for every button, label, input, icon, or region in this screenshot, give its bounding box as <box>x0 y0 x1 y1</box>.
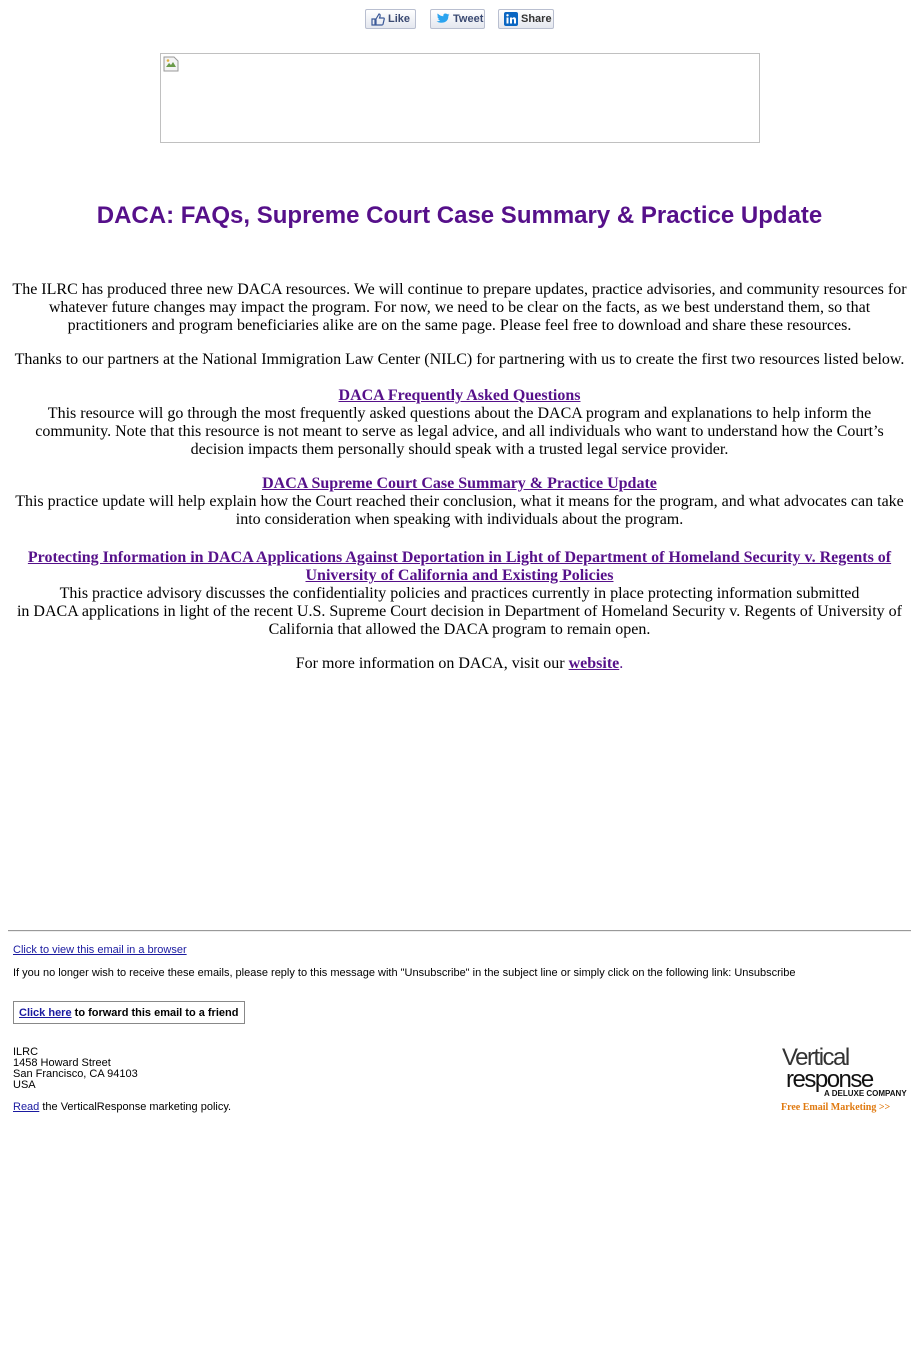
case-summary-description: This practice update will help explain how the Court reached their conclusion, what it means for the program, and what advocates can take into consideration when speaking with individuals about the program. <box>15 493 904 528</box>
more-info-paragraph <box>10 655 909 673</box>
more-info-text: For more information on DACA, visit our <box>295 655 569 672</box>
marketing-policy <box>13 1101 231 1113</box>
address-country: USA <box>13 1079 36 1091</box>
thumbs-up-icon <box>371 13 385 26</box>
case-summary-link[interactable]: DACA Supreme Court Case Summary & Practice Update <box>262 475 657 492</box>
page-title: DACA: FAQs, Supreme Court Case Summary & Practice Update <box>96 202 823 229</box>
tweet-label: Tweet <box>453 13 484 25</box>
more-info-end: . <box>619 655 624 672</box>
twitter-bird-icon <box>436 13 450 25</box>
protecting-info-description-2: in DACA applications in light of the recent U.S. Supreme Court decision in Department of Homeland Security v. Regents of University of California that allowed the DACA program to remain open. <box>16 603 902 638</box>
policy-link[interactable]: Read <box>13 1101 40 1113</box>
address-city: San Francisco, CA 94103 <box>13 1068 138 1080</box>
view-in-browser <box>13 944 187 956</box>
intro-paragraph: The ILRC has produced three new DACA resources. We will continue to prepare updates, practice advisories, and community resources for whatever future changes may impact the program. For now, we need to be clear on the facts, as we best understand them, so that practitioners and program beneficiaries alike are on the same page. Please feel free to download and share these resources. <box>12 281 907 334</box>
protecting-info-link[interactable]: Protecting Information in DACA Applications Against Deportation in Light of Department of Homeland Security v. Regents of University of California and Existing Policies <box>27 549 892 584</box>
view-in-browser-link[interactable]: Click to view this email in a browser <box>13 944 187 956</box>
forward-text: to forward this email to a friend <box>71 1007 239 1019</box>
vr-logo-line2: response <box>786 1066 873 1093</box>
linkedin-share-button[interactable] <box>498 9 554 29</box>
faq-link[interactable]: DACA Frequently Asked Questions <box>338 387 581 404</box>
resource-protecting-info <box>10 549 909 639</box>
resource-case-summary <box>10 475 909 529</box>
website-link[interactable]: website <box>568 655 620 672</box>
thanks-paragraph: Thanks to our partners at the National Immigration Law Center (NILC) for partnering with us to create the first two resources listed below. <box>14 351 905 368</box>
header-banner-image <box>160 53 760 143</box>
vr-logo-tagline: A DELUXE COMPANY <box>824 1089 907 1098</box>
footer-divider <box>8 930 911 932</box>
vr-logo-line1: Vertical <box>782 1044 849 1071</box>
faq-description: This resource will go through the most frequently asked questions about the DACA program and explanations to help inform the community. Note that this resource is not meant to serve as legal advice, and all individuals who want to understand how the Court’s decision impacts them personally should speak with a trusted legal service provider. <box>35 405 884 458</box>
social-share-bar <box>0 9 919 31</box>
like-label: Like <box>388 13 411 25</box>
forward-link[interactable]: Click here <box>19 1007 72 1019</box>
vr-free-marketing-link[interactable]: Free Email Marketing >> <box>781 1102 891 1113</box>
linkedin-icon <box>504 12 518 26</box>
tweet-button[interactable] <box>430 9 485 29</box>
unsubscribe-text: If you no longer wish to receive these emails, please reply to this message with "Unsubscribe" in the subject line or simply click on the following link: Unsubscribe <box>13 967 796 979</box>
policy-text: the VerticalResponse marketing policy. <box>39 1101 232 1113</box>
share-label: Share <box>521 13 552 25</box>
address-street: 1458 Howard Street <box>13 1057 111 1069</box>
forward-box <box>13 1001 245 1024</box>
verticalresponse-logo[interactable] <box>780 1046 908 1118</box>
facebook-like-button[interactable] <box>365 9 416 29</box>
resource-faq <box>10 387 909 459</box>
protecting-info-description-1: This practice advisory discusses the confidentiality policies and practices currently in place protecting information submitted <box>59 585 860 602</box>
sender-address <box>13 1047 138 1091</box>
address-org: ILRC <box>13 1046 39 1058</box>
email-body <box>10 281 909 673</box>
broken-image-icon <box>163 56 179 72</box>
